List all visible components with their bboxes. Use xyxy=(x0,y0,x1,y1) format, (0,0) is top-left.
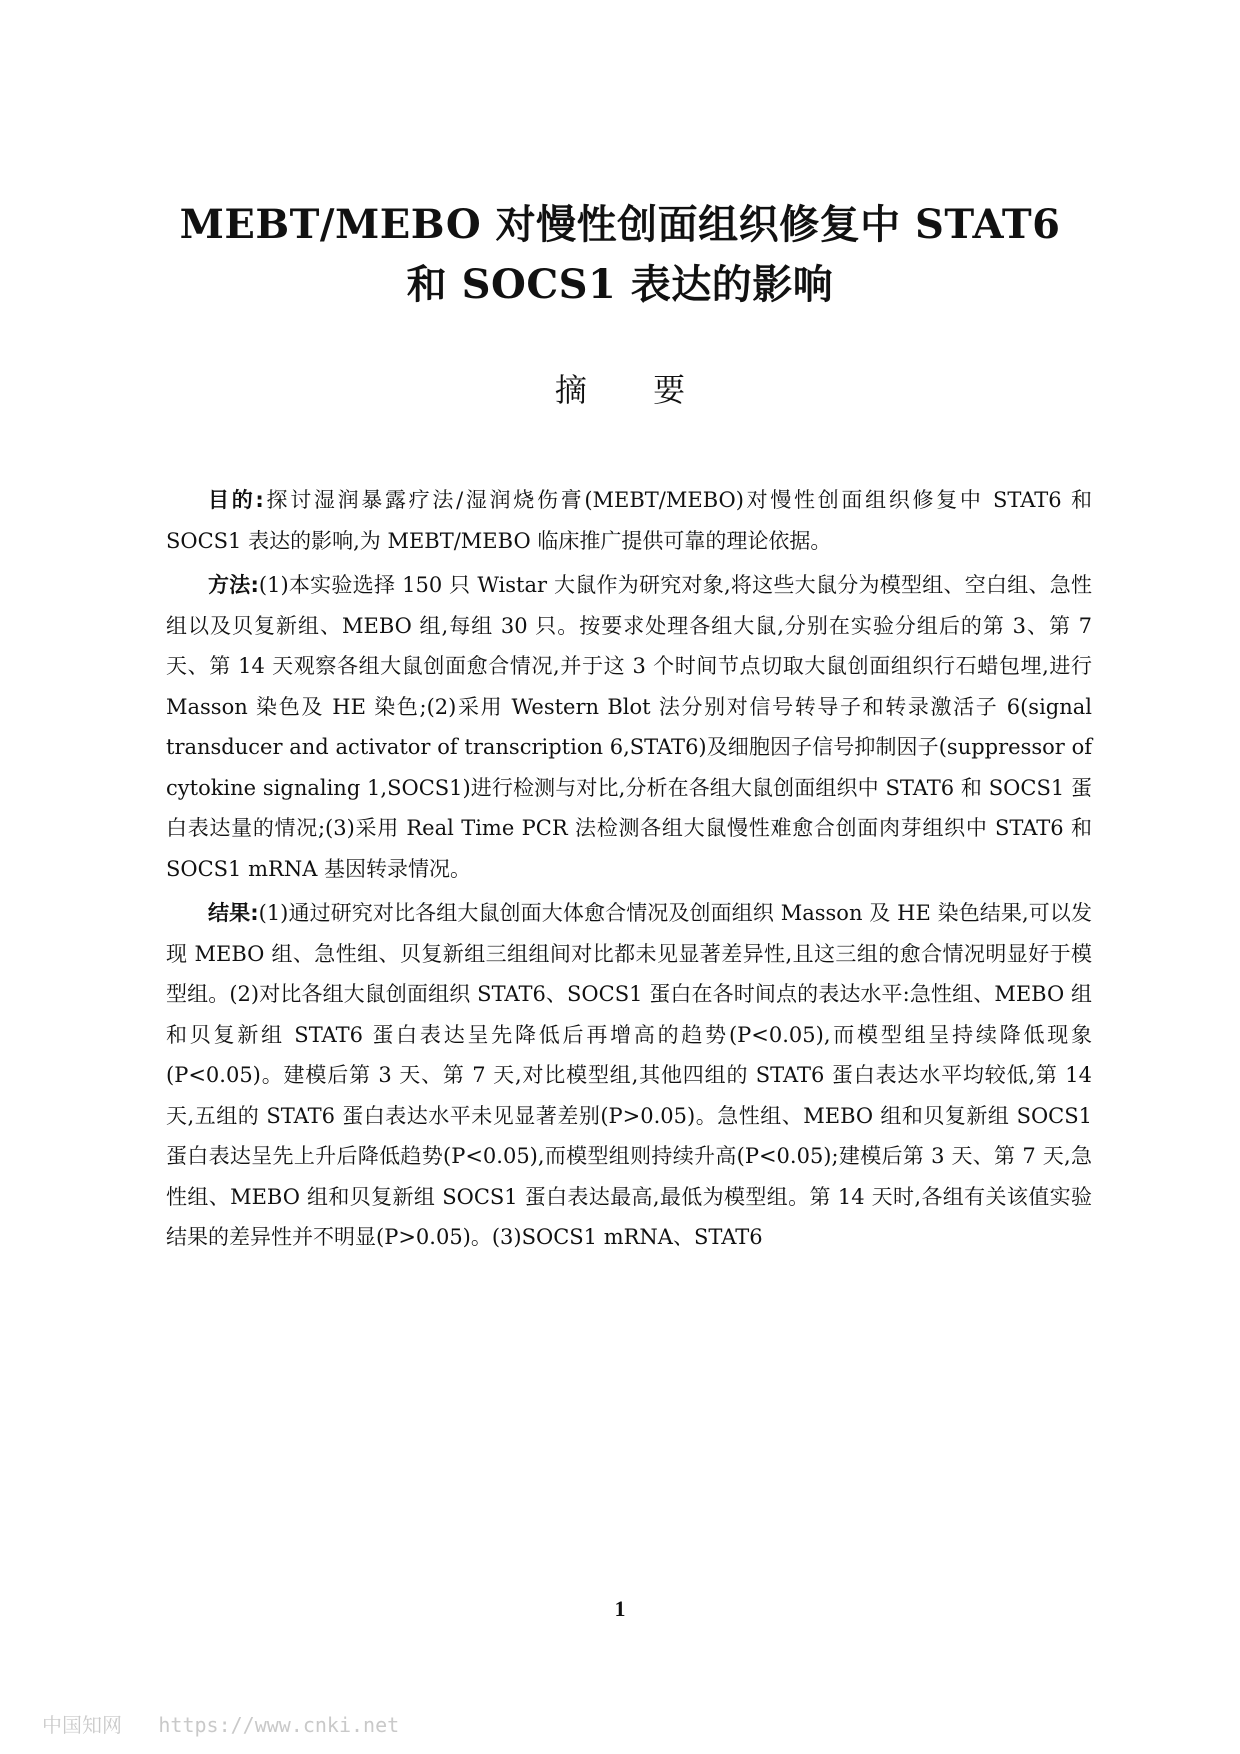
methods-label: 方法: xyxy=(208,573,259,597)
methods-text: (1)本实验选择 150 只 Wistar 大鼠作为研究对象,将这些大鼠分为模型组、空白组、急性组以及贝复新组、MEBO 组,每组 30 只。按要求处理各组大鼠,分别在实验分组后的第 3、第 7 天、第 14 天观察各组大鼠创面愈合情况,并于这 3 个时间节点切取大鼠创面组织行石蜡包埋,进行 Masson 染色及 HE 染色;(2)采用 Western Blot 法分别对信号转导子和转录激活子 6(signal transducer and activator of transcription 6,STAT6)及细胞因子信号抑制因子(suppressor of cytokine signaling 1,SOCS1)进行检测与对比,分析在各组大鼠创面组织中 STAT6 和 SOCS1 蛋白表达量的情况;(3)采用 Real Time PCR 法检测各组大鼠慢性难愈合创面肉芽组织中 STAT6 和 SOCS1 mRNA 基因转录情况。 xyxy=(166,573,1092,881)
paper-title xyxy=(120,195,1120,315)
methods-paragraph xyxy=(166,565,1092,889)
objective-text: 探讨湿润暴露疗法/湿润烧伤膏(MEBT/MEBO)对慢性创面组织修复中 STAT6 和 SOCS1 表达的影响,为 MEBT/MEBO 临床推广提供可靠的理论依据。 xyxy=(166,488,1092,553)
paper-title-line-1: MEBT/MEBO 对慢性创面组织修复中 STAT6 xyxy=(179,201,1061,248)
paper-title-line-2: 和 SOCS1 表达的影响 xyxy=(406,261,834,308)
abstract-heading: 摘 要 xyxy=(554,371,714,409)
objective-paragraph xyxy=(166,480,1092,561)
watermark-url: https://www.cnki.net xyxy=(158,1713,400,1737)
results-paragraph xyxy=(166,893,1092,1258)
page-number: 1 xyxy=(614,1596,626,1621)
results-text: (1)通过研究对比各组大鼠创面大体愈合情况及创面组织 Masson 及 HE 染色结果,可以发现 MEBO 组、急性组、贝复新组三组组间对比都未见显著差异性,且这三组的愈合情况明显好于模型组。(2)对比各组大鼠创面组织 STAT6、SOCS1 蛋白在各时间点的表达水平:急性组、MEBO 组和贝复新组 STAT6 蛋白表达呈先降低后再增高的趋势(P<0.05),而模型组呈持续降低现象(P<0.05)。建模后第 3 天、第 7 天,对比模型组,其他四组的 STAT6 蛋白表达水平均较低,第 14 天,五组的 STAT6 蛋白表达水平未见显著差别(P>0.05)。急性组、MEBO 组和贝复新组 SOCS1 蛋白表达呈先上升后降低趋势(P<0.05),而模型组则持续升高(P<0.05);建模后第 3 天、第 7 天,急性组、MEBO 组和贝复新组 SOCS1 蛋白表达最高,最低为模型组。第 14 天时,各组有关该值实验结果的差异性并不明显(P>0.05)。(3)SOCS1 mRNA、STAT6 xyxy=(166,901,1092,1249)
results-label: 结果: xyxy=(208,901,259,925)
abstract-body xyxy=(166,480,1092,1262)
watermark-site-name: 中国知网 xyxy=(42,1713,122,1737)
cnki-watermark xyxy=(42,1712,399,1738)
objective-label: 目的: xyxy=(208,488,264,512)
